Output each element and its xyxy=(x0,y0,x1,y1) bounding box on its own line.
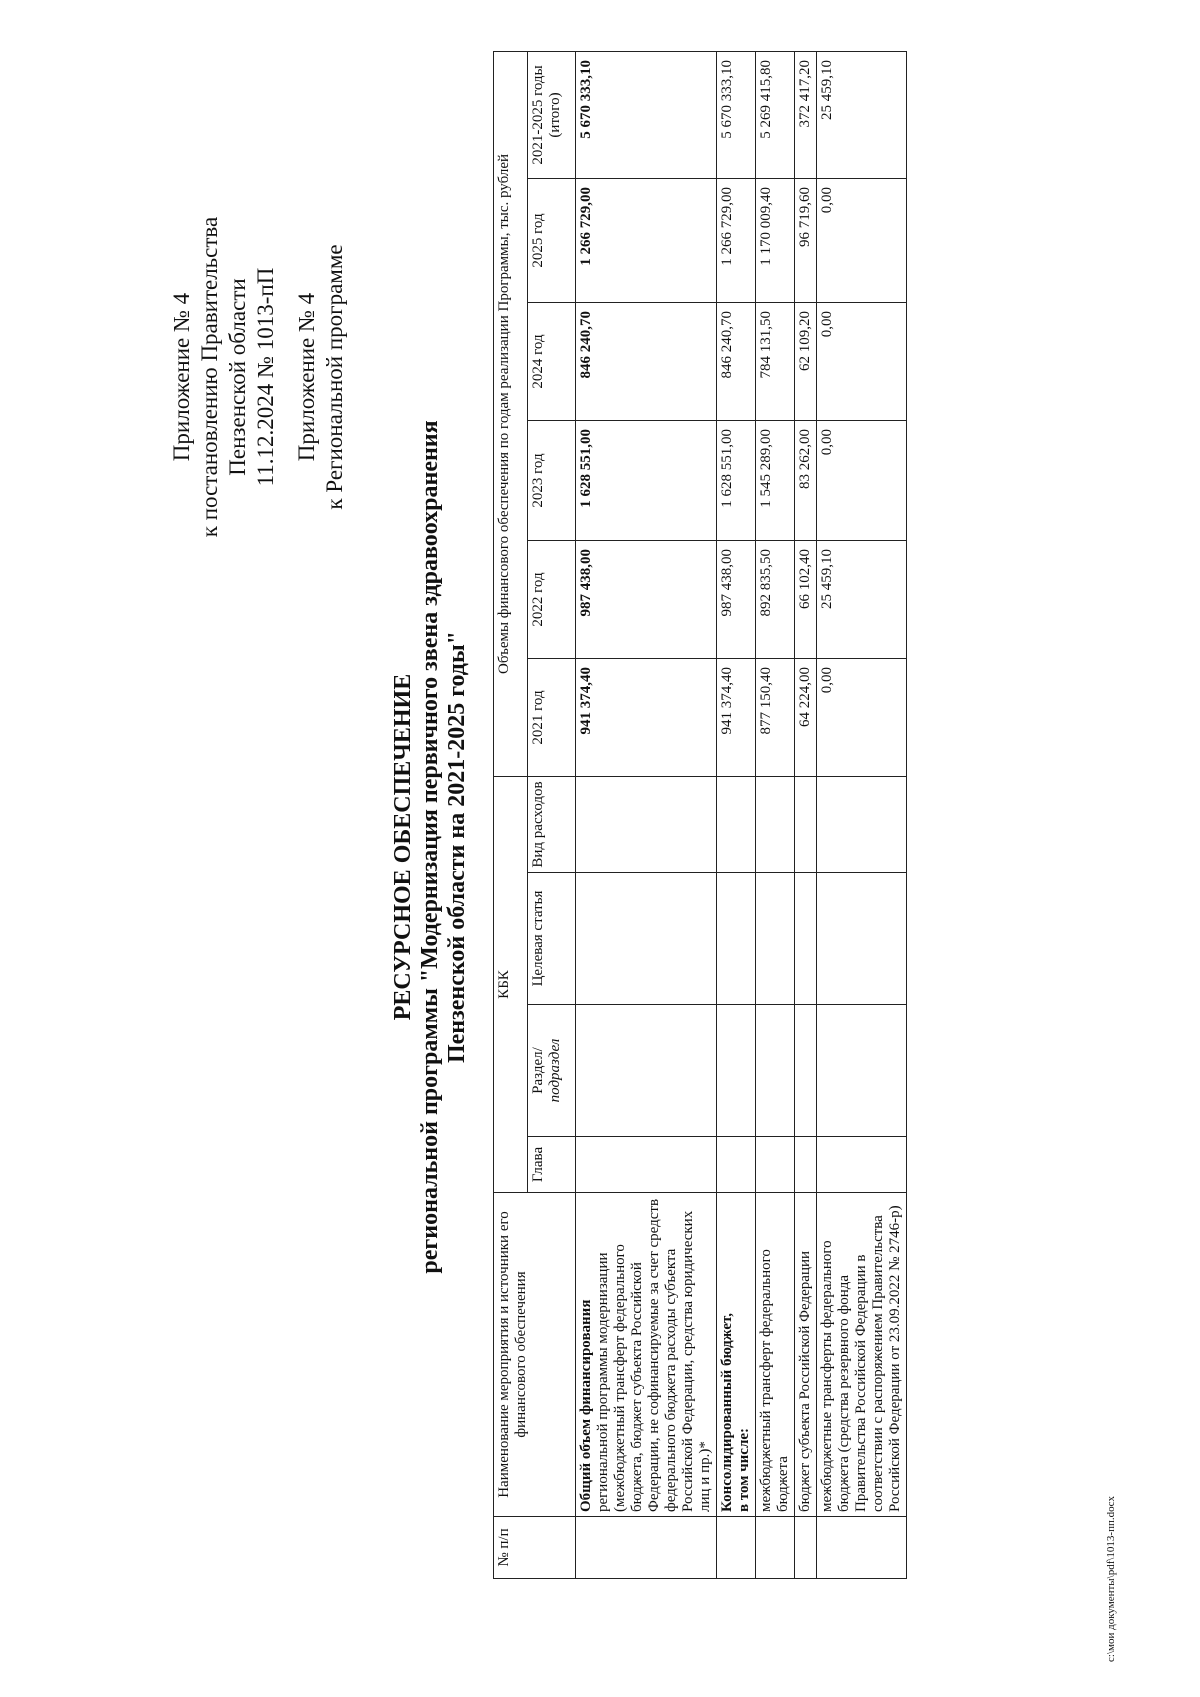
file-path-footer: c:\мои документы\pdf\1013-пп.docx xyxy=(1105,1495,1117,1662)
cell-name xyxy=(717,1193,756,1517)
cell-2021: 0,00 xyxy=(817,659,907,777)
cell-2023: 1 628 551,00 xyxy=(576,421,717,541)
cell-name xyxy=(576,1193,717,1517)
cell-name: межбюджетный трансферт федерального бюджета xyxy=(756,1193,795,1517)
cell-2023: 1 545 289,00 xyxy=(756,421,795,541)
document-title xyxy=(390,397,471,1297)
title-line: РЕСУРСНОЕ ОБЕСПЕЧЕНИЕ xyxy=(390,673,416,1021)
header-celevaya: Целевая статья xyxy=(528,873,576,1005)
cell-vid xyxy=(717,777,756,873)
cell-2025: 1 266 729,00 xyxy=(576,179,717,303)
header-2021: 2021 год xyxy=(528,659,576,777)
cell-razdel xyxy=(756,1005,795,1137)
cell-total: 25 459,10 xyxy=(817,51,907,178)
cell-vid xyxy=(756,777,795,873)
cell-celevaya xyxy=(717,873,756,1005)
cell-total: 372 417,20 xyxy=(795,51,817,178)
appendix-line: к постановлению Правительства xyxy=(197,216,222,538)
cell-glava xyxy=(756,1137,795,1193)
cell-celevaya xyxy=(576,873,717,1005)
row-title: Общий объем финансирования xyxy=(578,1299,594,1512)
cell-num xyxy=(817,1517,907,1579)
cell-razdel xyxy=(576,1005,717,1137)
cell-2021: 877 150,40 xyxy=(756,659,795,777)
cell-celevaya xyxy=(756,873,795,1005)
cell-total: 5 269 415,80 xyxy=(756,51,795,178)
header-razdel xyxy=(528,1005,576,1137)
cell-num xyxy=(795,1517,817,1579)
header-podrazdel-text: подраздел xyxy=(547,1038,563,1103)
table-row xyxy=(576,51,717,1578)
cell-glava xyxy=(817,1137,907,1193)
cell-vid xyxy=(795,777,817,873)
cell-2024: 846 240,70 xyxy=(576,303,717,421)
cell-glava xyxy=(576,1137,717,1193)
appendix-line: Приложение № 4 xyxy=(169,292,194,462)
cell-2022: 987 438,00 xyxy=(576,541,717,659)
cell-num xyxy=(576,1517,717,1579)
cell-2021: 64 224,00 xyxy=(795,659,817,777)
cell-2022: 987 438,00 xyxy=(717,541,756,659)
cell-2025: 1 170 009,40 xyxy=(756,179,795,303)
appendix-line: к Региональной программе xyxy=(322,244,347,510)
cell-celevaya xyxy=(817,873,907,1005)
title-line: Пензенской области на 2021-2025 годы" xyxy=(444,630,470,1064)
header-2024: 2024 год xyxy=(528,303,576,421)
header-2023: 2023 год xyxy=(528,421,576,541)
cell-2025: 0,00 xyxy=(817,179,907,303)
appendix-block-resolution xyxy=(168,97,280,657)
table-row xyxy=(817,51,907,1578)
cell-total: 5 670 333,10 xyxy=(576,51,717,178)
cell-name: бюджет субъекта Российской Федерации xyxy=(795,1193,817,1517)
appendix-line: Пензенской области xyxy=(225,278,250,476)
header-2022: 2022 год xyxy=(528,541,576,659)
cell-2023: 0,00 xyxy=(817,421,907,541)
header-name: Наименование мероприятия и источники его финансового обеспечения xyxy=(494,1193,576,1517)
cell-razdel xyxy=(817,1005,907,1137)
cell-razdel xyxy=(795,1005,817,1137)
cell-2024: 784 131,50 xyxy=(756,303,795,421)
cell-name: межбюджетные трансферты федерального бюджета (средства резервного фонда Правительства Российской Федерации в соответствии с распоряжением Правительства Российской Федерации от 23.09.2022 № 2746-р) xyxy=(817,1193,907,1517)
cell-razdel xyxy=(717,1005,756,1137)
cell-2023: 1 628 551,00 xyxy=(717,421,756,541)
appendix-line: 11.12.2024 № 1013-пП xyxy=(253,267,278,487)
cell-2021: 941 374,40 xyxy=(576,659,717,777)
cell-2025: 1 266 729,00 xyxy=(717,179,756,303)
row-description: региональной программы модернизации (межбюджетный трансферт федерального бюджета, бюджет субъекта Российской Федерации, не софинансируемые за счет средств федерального бюджета расходы субъекта Российской Федерации, средства юридических лиц и пр.)* xyxy=(595,1198,713,1512)
header-volumes: Объемы финансового обеспечения по годам реализации Программы, тыс. рублей xyxy=(494,51,528,776)
row-subtitle: в том числе: xyxy=(736,1427,752,1512)
cell-2025: 96 719,60 xyxy=(795,179,817,303)
cell-num xyxy=(717,1517,756,1579)
row-title: Консолидированный бюджет, xyxy=(719,1313,735,1512)
cell-celevaya xyxy=(795,873,817,1005)
header-2025: 2025 год xyxy=(528,179,576,303)
header-glava: Глава xyxy=(528,1137,576,1193)
cell-2024: 0,00 xyxy=(817,303,907,421)
cell-2022: 892 835,50 xyxy=(756,541,795,659)
cell-glava xyxy=(795,1137,817,1193)
cell-2024: 846 240,70 xyxy=(717,303,756,421)
table-row xyxy=(756,51,795,1578)
cell-vid xyxy=(817,777,907,873)
cell-2023: 83 262,00 xyxy=(795,421,817,541)
cell-2022: 66 102,40 xyxy=(795,541,817,659)
cell-2021: 941 374,40 xyxy=(717,659,756,777)
cell-glava xyxy=(717,1137,756,1193)
header-vid: Вид расходов xyxy=(528,777,576,873)
header-total: 2021-2025 годы (итого) xyxy=(528,51,576,178)
table-row xyxy=(795,51,817,1578)
cell-num xyxy=(756,1517,795,1579)
appendix-line: Приложение № 4 xyxy=(294,292,319,462)
header-razdel-text: Раздел/ xyxy=(530,1047,546,1094)
cell-total: 5 670 333,10 xyxy=(717,51,756,178)
cell-2022: 25 459,10 xyxy=(817,541,907,659)
table-row xyxy=(717,51,756,1578)
cell-vid xyxy=(576,777,717,873)
header-kbk: КБК xyxy=(494,777,528,1193)
header-num: № п/п xyxy=(494,1517,576,1579)
title-line: региональной программы "Модернизация первичного звена здравоохранения xyxy=(417,420,443,1274)
cell-2024: 62 109,20 xyxy=(795,303,817,421)
appendix-block-program xyxy=(293,97,349,657)
resource-table xyxy=(493,51,907,1579)
